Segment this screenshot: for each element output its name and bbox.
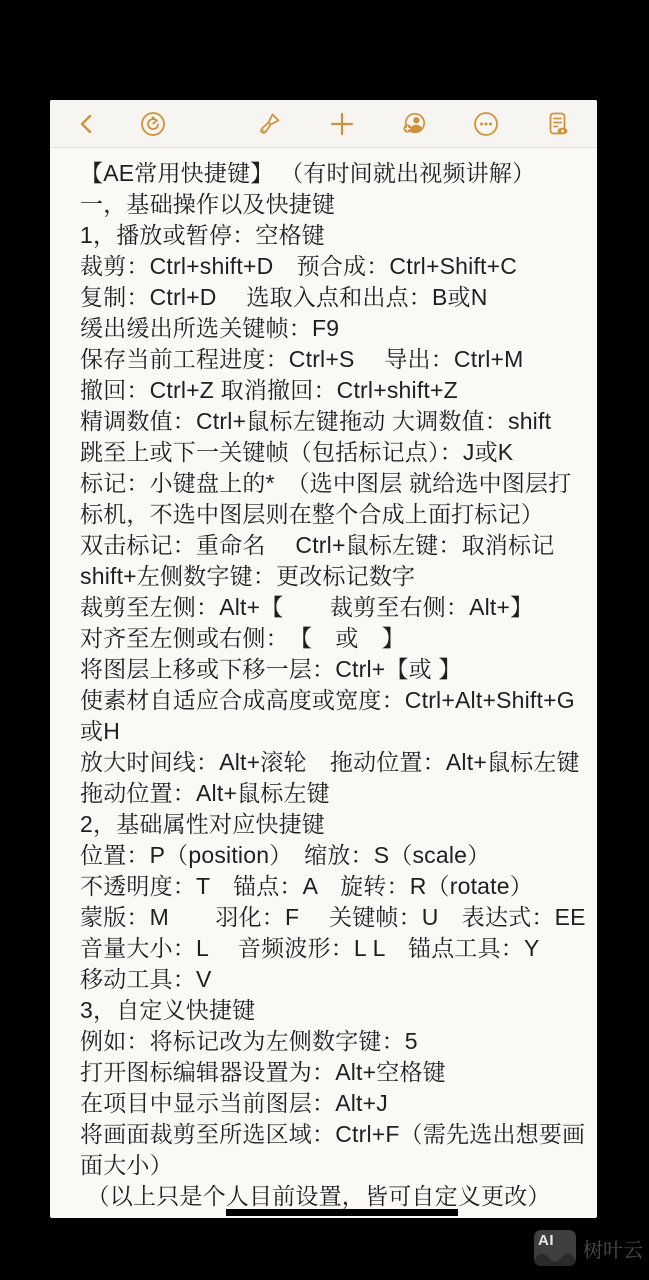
paintbrush-icon[interactable] [257,111,283,137]
note-line: 例如：将标记改为左侧数字键：5 [80,1028,418,1054]
more-ellipsis-icon[interactable] [473,111,499,137]
note-line: 2，基础属性对应快捷键 [80,811,325,837]
marker-underline: 人目前设置，皆可自定 [226,1183,458,1216]
note-line: 使素材自适应合成高度或宽度：Ctrl+Alt+Shift+G [80,687,575,713]
document-view-icon[interactable] [545,111,571,137]
note-line: 裁剪：Ctrl+shift+D 预合成：Ctrl+Shift+C [80,253,518,279]
back-icon[interactable] [74,111,100,137]
note-line: 对齐至左侧或右侧： 【 或 】 [80,625,405,651]
note-line: 标记：小键盘上的* （选中图层 就给选中图层打 [80,470,572,496]
note-line: shift+左侧数字键：更改标记数字 [80,563,416,589]
note-line: 在项目中显示当前图层：Alt+J [80,1090,388,1116]
note-line: （以上只是个人目前设置，皆可自定义更改） [80,1181,573,1212]
note-line: 复制：Ctrl+D 选取入点和出点：B或N [80,284,488,310]
note-line: 将图层上移或下移一层：Ctrl+【或 】 [80,656,462,682]
note-line: 裁剪至左侧：Alt+【 裁剪至右侧：Alt+】 [80,594,534,620]
ai-logo-text: AI [538,1232,554,1249]
note-line: 3，自定义快捷键 [80,997,256,1023]
note-line: 跳至上或下一关键帧（包括标记点）：J或K [80,439,514,465]
undo-icon[interactable] [140,111,166,137]
note-line: 【AE常用快捷键】 （有时间就出视频讲解） [80,160,536,186]
note-line: 双击标记：重命名 Ctrl+鼠标左键：取消标记 [80,532,555,558]
note-line: 打开图标编辑器设置为：Alt+空格键 [80,1059,446,1085]
note-line: 保存当前工程进度：Ctrl+S 导出：Ctrl+M [80,346,524,372]
note-line: 一，基础操作以及快捷键 [80,191,336,217]
note-line: 缓出缓出所选关键帧：F9 [80,315,340,341]
note-toolbar [50,100,597,148]
note-line: 将画面裁剪至所选区域：Ctrl+F（需先选出想要画 [80,1121,586,1147]
note-line: 标机，不选中图层则在整个合成上面打标记） [80,501,544,527]
note-line: 拖动位置：Alt+鼠标左键 [80,780,330,806]
note-line: 不透明度：T 锚点：A 旋转：R（rotate） [80,873,533,899]
note-line: 放大时间线：Alt+滚轮 拖动位置：Alt+鼠标左键 [80,749,580,775]
note-line: 位置：P（position） 缩放：S（scale） [80,842,491,868]
note-line: 移动工具：V [80,966,212,992]
note-body[interactable] [50,148,597,1212]
note-line: 精调数值：Ctrl+鼠标左键拖动 大调数值：shift [80,408,552,434]
note-line: 蒙版：M 羽化：F 关键帧：U 表达式：EE [80,904,586,930]
note-line: 面大小） [80,1152,173,1178]
watermark-brand-text: 树叶云 [583,1239,643,1262]
watermark [534,1230,643,1266]
note-line: 或H [80,718,121,744]
note-line: 1，播放或暂停：空格键 [80,222,325,248]
add-icon[interactable] [329,111,355,137]
share-person-icon[interactable] [401,111,427,137]
ai-image-logo-icon [534,1230,576,1266]
note-line: 撤回：Ctrl+Z 取消撤回：Ctrl+shift+Z [80,377,458,403]
note-card [50,100,597,1218]
note-line: 音量大小：L 音频波形：L L 锚点工具：Y [80,935,540,961]
